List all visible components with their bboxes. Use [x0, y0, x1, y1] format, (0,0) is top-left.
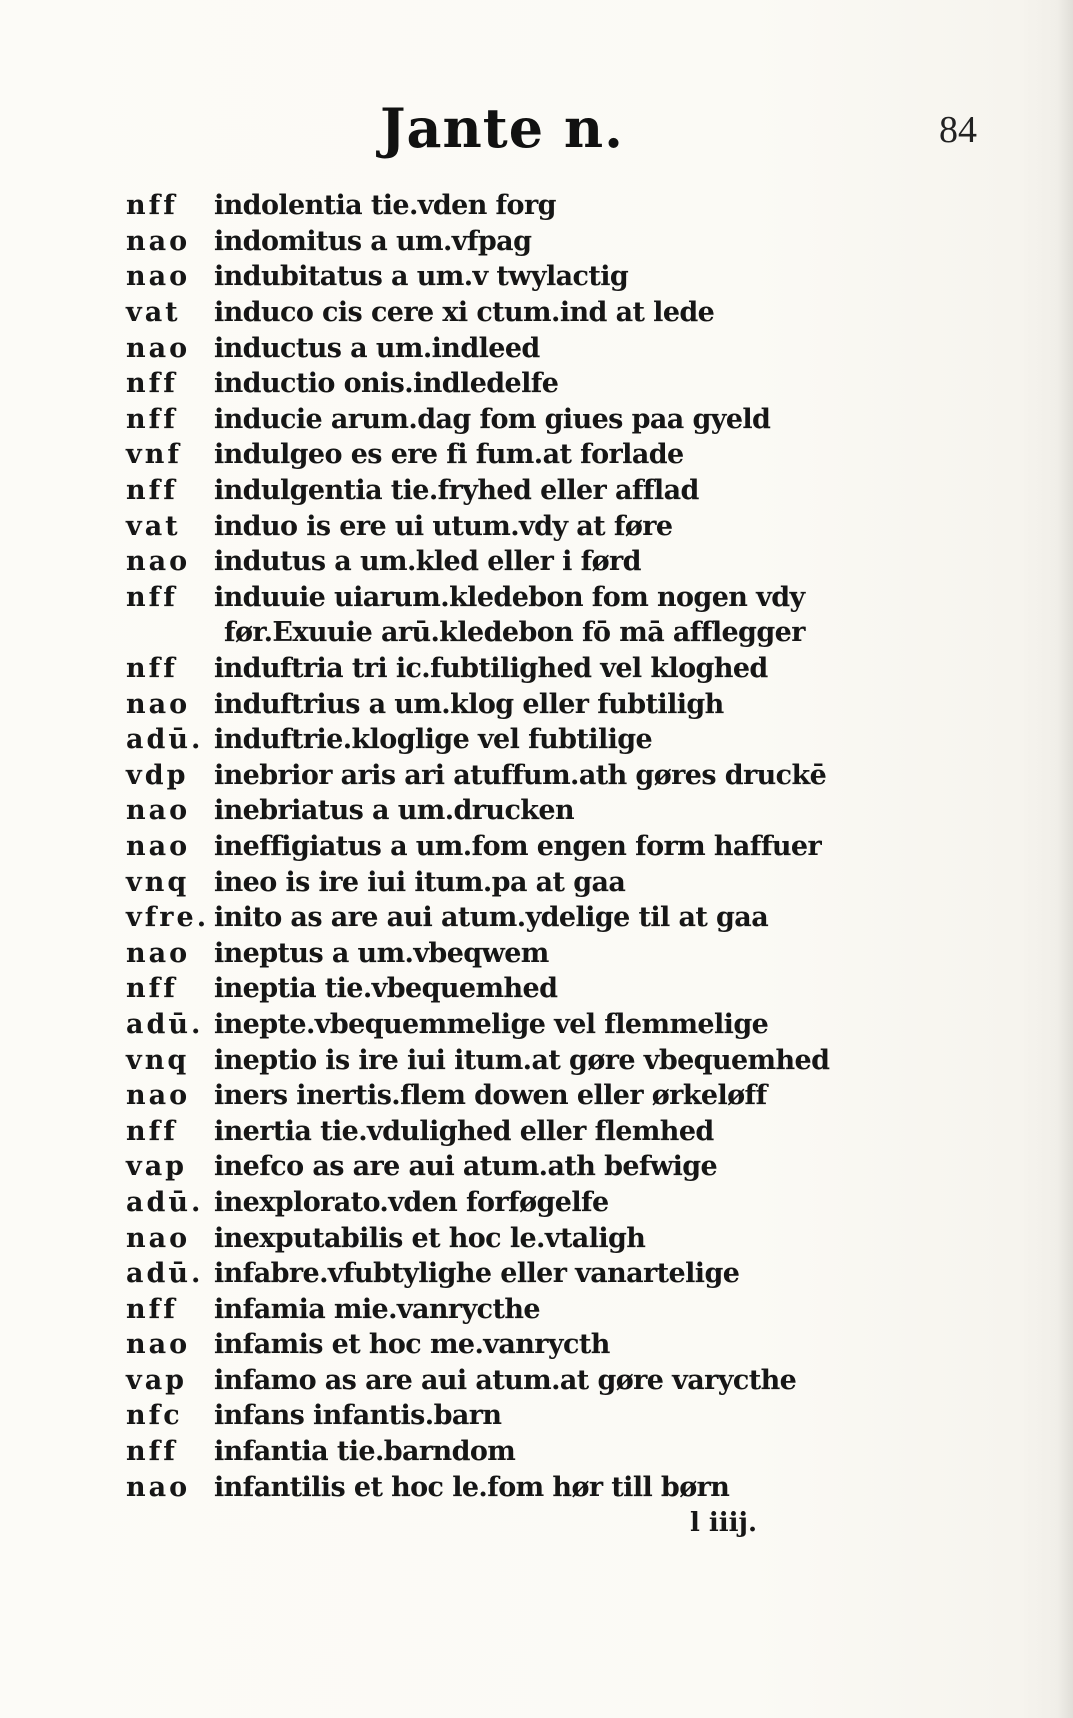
grammar-code: nff [126, 190, 178, 222]
entry-text: inebrior aris ari atuffum.ath gøres druckē [214, 759, 827, 791]
grammar-code: nao [126, 1080, 191, 1112]
dictionary-entry [126, 402, 1026, 438]
entry-text: induftria tri ic.fubtilighed vel kloghed [214, 653, 768, 685]
grammar-code: nao [126, 937, 191, 969]
entry-text: indutus a um.kled eller i førd [214, 546, 641, 578]
entry-text: inepte.vbequemmelige vel flemmelige [214, 1008, 769, 1040]
entry-text: infamia mie.vanrycthe [214, 1293, 540, 1325]
grammar-code: nff [126, 1293, 178, 1325]
entry-text: iners inertis.flem dowen eller ørkeløff [214, 1080, 767, 1112]
grammar-code: vap [126, 1364, 188, 1396]
dictionary-entry [126, 971, 1026, 1007]
entry-text: ineptus a um.vbeqwem [214, 937, 549, 969]
entry-continuation-line [126, 615, 1026, 651]
dictionary-entry [126, 1398, 1026, 1434]
dictionary-entry [126, 651, 1026, 687]
dictionary-entry [126, 829, 1026, 865]
entry-text: ineptia tie.vbequemhed [214, 973, 558, 1005]
dictionary-entry [126, 1149, 1026, 1185]
entry-text: ineptio is ire iui itum.at gøre vbequemhed [214, 1044, 830, 1076]
dictionary-entry [126, 473, 1026, 509]
entry-text: infabre.vfubtylighe eller vanartelige [214, 1258, 740, 1290]
dictionary-entry [126, 1256, 1026, 1292]
entry-text: inebriatus a um.drucken [214, 795, 575, 827]
entry-text: inefco as are aui atum.ath befwige [214, 1151, 718, 1183]
grammar-code: adū. [126, 1008, 204, 1040]
dictionary-entry [126, 1220, 1026, 1256]
grammar-code: vnq [126, 866, 190, 898]
entry-text: induftrius a um.klog eller fubtiligh [214, 688, 724, 720]
dictionary-entries [126, 188, 1026, 1505]
dictionary-entry [126, 1291, 1026, 1327]
dictionary-entry [126, 295, 1026, 331]
grammar-code: vnf [126, 439, 182, 471]
grammar-code: nfc [126, 1400, 183, 1432]
dictionary-entry [126, 259, 1026, 295]
grammar-code: adū. [126, 1258, 204, 1290]
grammar-code: nff [126, 973, 178, 1005]
grammar-code: nao [126, 1329, 191, 1361]
entry-text: inexplorato.vden forføgelfe [214, 1186, 609, 1218]
entry-text: indolentia tie.vden forg [214, 190, 556, 222]
dictionary-entry [126, 793, 1026, 829]
dictionary-entry [126, 900, 1026, 936]
grammar-code: adū. [126, 724, 204, 756]
entry-text: indubitatus a um.v twylactig [214, 261, 629, 293]
grammar-code: vnq [126, 1044, 190, 1076]
grammar-code: nao [126, 1222, 191, 1254]
grammar-code: nao [126, 795, 191, 827]
grammar-code: nff [126, 581, 178, 613]
dictionary-entry [126, 437, 1026, 473]
dictionary-entry [126, 758, 1026, 794]
entry-text: indulgentia tie.fryhed eller afflad [214, 475, 699, 507]
entry-text: induuie uiarum.kledebon fom nogen vdy [214, 581, 805, 613]
grammar-code: nao [126, 1471, 191, 1503]
page-number: 84 [939, 109, 977, 151]
grammar-code: nao [126, 546, 191, 578]
entry-text: inducie arum.dag fom giues paa gyeld [214, 403, 771, 435]
dictionary-entry [126, 686, 1026, 722]
dictionary-entry [126, 188, 1026, 224]
grammar-code: nff [126, 368, 178, 400]
dictionary-entry [126, 1363, 1026, 1399]
entry-text: før.Exuuie arū.kledebon fō mā afflegger [224, 617, 805, 649]
entry-text: inductio onis.indledelfe [214, 368, 559, 400]
dictionary-entry [126, 580, 1026, 616]
grammar-code: adū. [126, 1186, 204, 1218]
entry-text: induftrie.kloglige vel fubtilige [214, 724, 653, 756]
entry-text: infamo as are aui atum.at gøre varycthe [214, 1364, 797, 1396]
dictionary-entry [126, 1469, 1026, 1505]
grammar-code: nff [126, 403, 178, 435]
grammar-code: vdp [126, 759, 189, 791]
dictionary-entry [126, 1007, 1026, 1043]
dictionary-entry [126, 1185, 1026, 1221]
dictionary-entry [126, 224, 1026, 260]
dictionary-entry [126, 366, 1026, 402]
dictionary-entry [126, 935, 1026, 971]
dictionary-entry [126, 1327, 1026, 1363]
dictionary-entry [126, 864, 1026, 900]
entry-text: infantia tie.barndom [214, 1436, 516, 1468]
entry-text: induo is ere ui utum.vdy at føre [214, 510, 673, 542]
grammar-code: nao [126, 688, 191, 720]
entry-text: inexputabilis et hoc le.vtaligh [214, 1222, 646, 1254]
entry-text: indomitus a um.vfpag [214, 225, 532, 257]
signature-mark: l iiij. [690, 1508, 758, 1538]
grammar-code: nao [126, 830, 191, 862]
dictionary-entry [126, 1078, 1026, 1114]
dictionary-entry [126, 330, 1026, 366]
grammar-code: nff [126, 1115, 178, 1147]
grammar-code: vat [126, 297, 181, 329]
dictionary-entry [126, 1042, 1026, 1078]
grammar-code: vap [126, 1151, 188, 1183]
dictionary-entry [126, 508, 1026, 544]
grammar-code: nff [126, 475, 178, 507]
grammar-code: nff [126, 653, 178, 685]
grammar-code: nao [126, 261, 191, 293]
dictionary-entry [126, 1434, 1026, 1470]
running-header: Jante n. [380, 96, 624, 160]
entry-text: ineffigiatus a um.fom engen form haffuer [214, 830, 822, 862]
entry-text: inductus a um.indleed [214, 332, 540, 364]
entry-text: inito as are aui atum.ydelige til at gaa [214, 902, 769, 934]
entry-text: infantilis et hoc le.fom hør till børn [214, 1471, 730, 1503]
entry-text: infans infantis.barn [214, 1400, 502, 1432]
page-edge-shadow [1057, 0, 1073, 1718]
grammar-code: vat [126, 510, 181, 542]
grammar-code: nao [126, 225, 191, 257]
grammar-code: nao [126, 332, 191, 364]
grammar-code: vfre. [126, 902, 210, 934]
grammar-code: nff [126, 1436, 178, 1468]
entry-text: inertia tie.vdulighed eller flemhed [214, 1115, 714, 1147]
entry-text: induco cis cere xi ctum.ind at lede [214, 297, 715, 329]
dictionary-entry [126, 722, 1026, 758]
dictionary-entry [126, 1113, 1026, 1149]
entry-text: indulgeo es ere fi fum.at forlade [214, 439, 684, 471]
dictionary-entry [126, 544, 1026, 580]
entry-text: infamis et hoc me.vanrycth [214, 1329, 610, 1361]
entry-text: ineo is ire iui itum.pa at gaa [214, 866, 626, 898]
